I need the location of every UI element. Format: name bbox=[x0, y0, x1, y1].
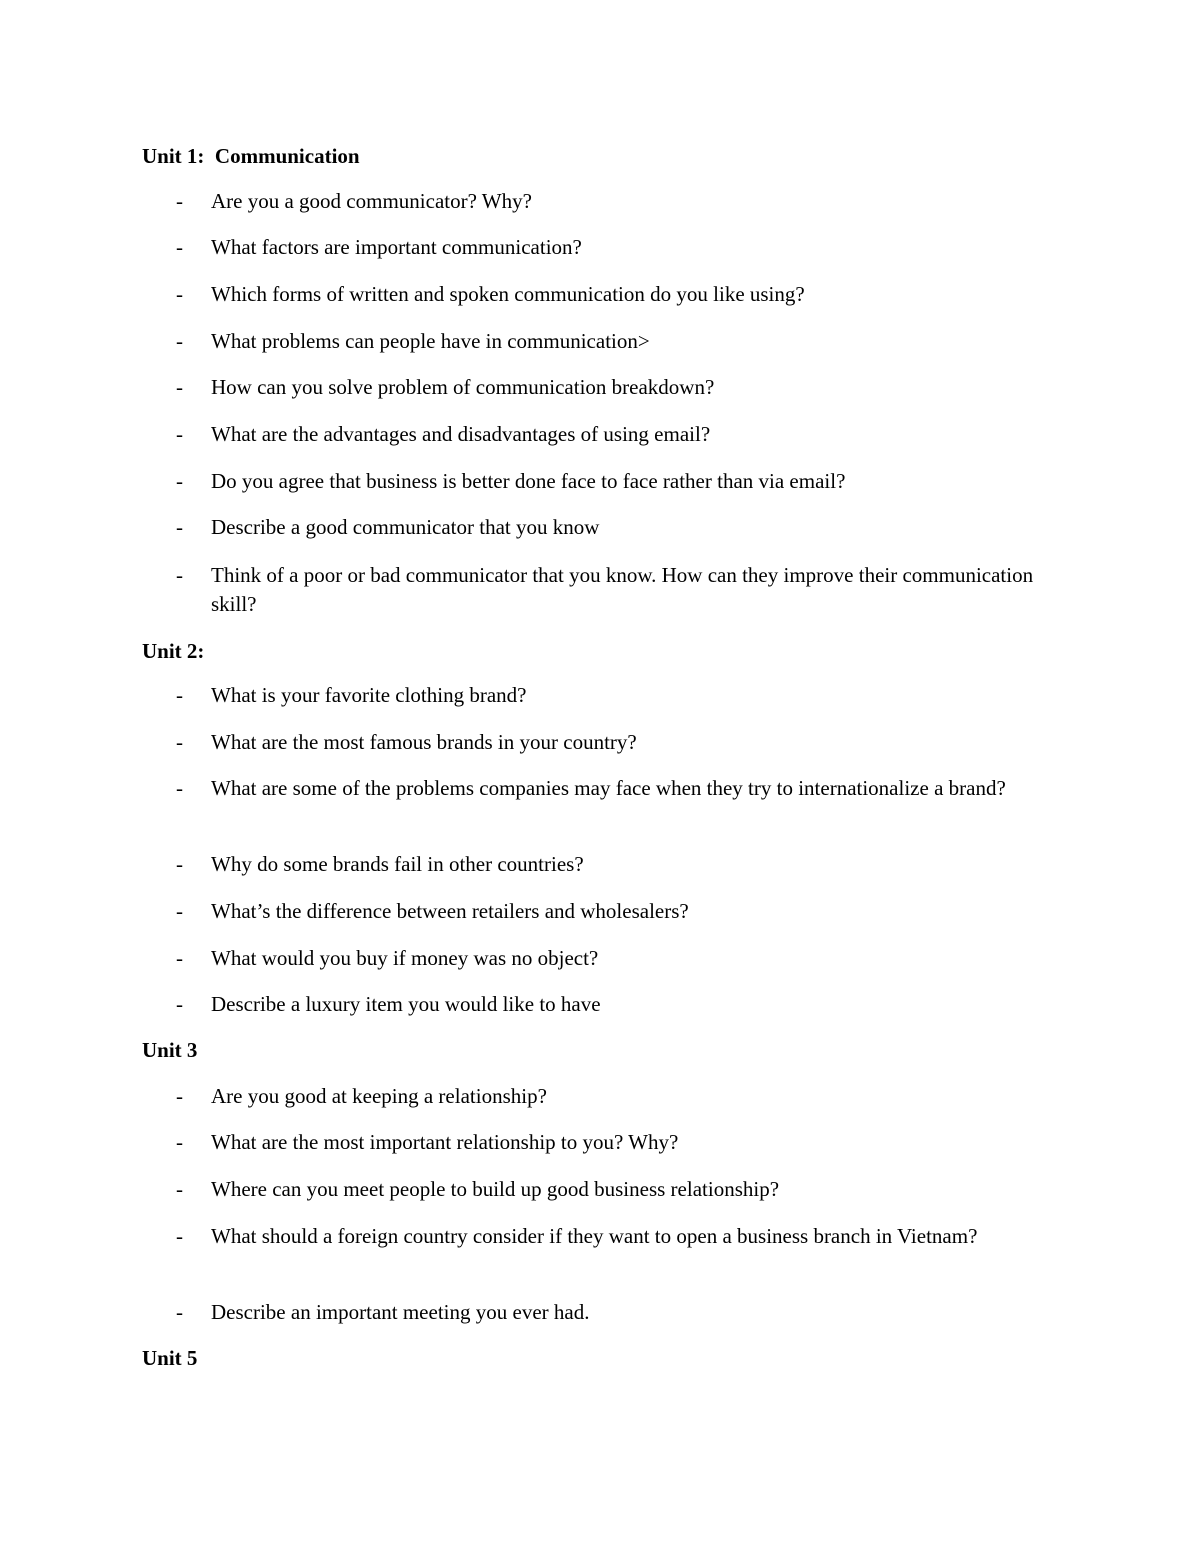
question-text: What’s the difference between retailers and wholesalers? bbox=[211, 899, 689, 923]
question-text: What are some of the problems companies may face when they try to internationalize a brand? bbox=[211, 776, 1006, 800]
list-item bbox=[176, 990, 1056, 1019]
question-text: Are you a good communicator? Why? bbox=[211, 189, 532, 213]
question-text: What is your favorite clothing brand? bbox=[211, 683, 527, 707]
list-item bbox=[176, 774, 1056, 803]
bullet-dash: - bbox=[176, 1300, 183, 1324]
list-item bbox=[176, 1128, 1056, 1157]
bullet-dash: - bbox=[176, 946, 183, 970]
question-text: Which forms of written and spoken communication do you like using? bbox=[211, 282, 805, 306]
unit-1-heading: Unit 1: Communication bbox=[142, 144, 360, 168]
bullet-dash: - bbox=[176, 515, 183, 539]
list-item bbox=[176, 373, 1056, 402]
list-item bbox=[176, 1082, 1056, 1111]
bullet-dash: - bbox=[176, 422, 183, 446]
bullet-dash: - bbox=[176, 1130, 183, 1154]
list-item bbox=[176, 944, 1056, 973]
list-item bbox=[176, 233, 1056, 262]
question-text: Describe a good communicator that you know bbox=[211, 515, 600, 539]
list-item bbox=[176, 561, 1056, 619]
bullet-dash: - bbox=[176, 776, 183, 800]
list-item bbox=[176, 467, 1056, 496]
question-text: What problems can people have in communication> bbox=[211, 329, 650, 353]
bullet-dash: - bbox=[176, 563, 183, 587]
question-text: Why do some brands fail in other countries? bbox=[211, 852, 584, 876]
question-text: Think of a poor or bad communicator that you know. How can they improve their communication skill? bbox=[211, 563, 1034, 616]
list-item bbox=[176, 897, 1056, 926]
list-item bbox=[176, 513, 1056, 542]
bullet-dash: - bbox=[176, 1177, 183, 1201]
bullet-dash: - bbox=[176, 235, 183, 259]
bullet-dash: - bbox=[176, 189, 183, 213]
unit-2-heading: Unit 2: bbox=[142, 639, 205, 663]
question-text: What factors are important communication? bbox=[211, 235, 582, 259]
question-text: What would you buy if money was no object? bbox=[211, 946, 599, 970]
list-item bbox=[176, 187, 1056, 216]
bullet-dash: - bbox=[176, 469, 183, 493]
list-item bbox=[176, 1175, 1056, 1204]
list-item bbox=[176, 327, 1056, 356]
bullet-dash: - bbox=[176, 730, 183, 754]
question-text: What are the most famous brands in your country? bbox=[211, 730, 637, 754]
question-text: Are you good at keeping a relationship? bbox=[211, 1084, 547, 1108]
unit-3-heading: Unit 3 bbox=[142, 1038, 198, 1062]
bullet-dash: - bbox=[176, 683, 183, 707]
list-item bbox=[176, 681, 1056, 710]
unit-5-heading: Unit 5 bbox=[142, 1346, 198, 1370]
list-item bbox=[176, 420, 1056, 449]
bullet-dash: - bbox=[176, 282, 183, 306]
list-item bbox=[176, 850, 1056, 879]
question-text: What are the most important relationship to you? Why? bbox=[211, 1130, 679, 1154]
question-text: Do you agree that business is better done face to face rather than via email? bbox=[211, 469, 846, 493]
question-text: Describe a luxury item you would like to have bbox=[211, 992, 601, 1016]
list-item bbox=[176, 1222, 1056, 1251]
bullet-dash: - bbox=[176, 852, 183, 876]
question-text: Describe an important meeting you ever had. bbox=[211, 1300, 590, 1324]
list-item bbox=[176, 1298, 1056, 1327]
question-text: What should a foreign country consider if they want to open a business branch in Vietnam? bbox=[211, 1224, 978, 1248]
bullet-dash: - bbox=[176, 992, 183, 1016]
question-text: Where can you meet people to build up good business relationship? bbox=[211, 1177, 780, 1201]
question-text: What are the advantages and disadvantages of using email? bbox=[211, 422, 711, 446]
bullet-dash: - bbox=[176, 1224, 183, 1248]
bullet-dash: - bbox=[176, 899, 183, 923]
bullet-dash: - bbox=[176, 1084, 183, 1108]
list-item bbox=[176, 728, 1056, 757]
bullet-dash: - bbox=[176, 375, 183, 399]
question-text: How can you solve problem of communication breakdown? bbox=[211, 375, 715, 399]
list-item bbox=[176, 280, 1056, 309]
bullet-dash: - bbox=[176, 329, 183, 353]
